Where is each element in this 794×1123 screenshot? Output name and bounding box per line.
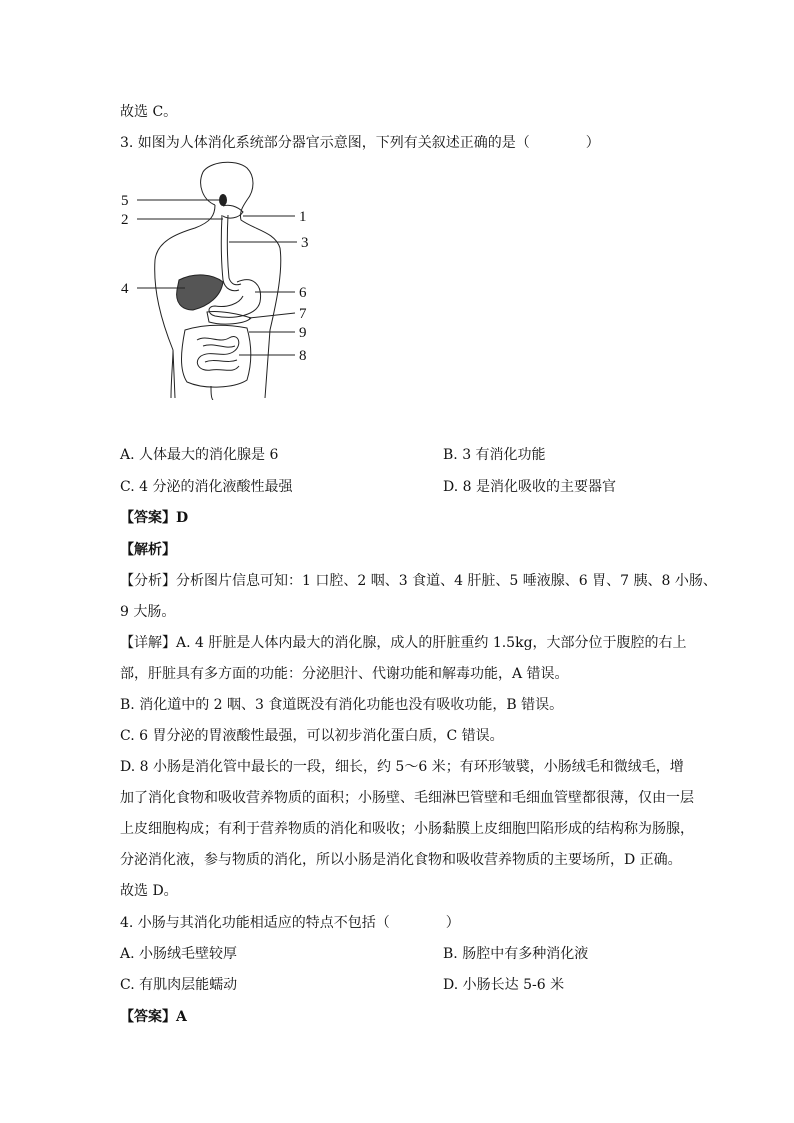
diagram-label-5: 5 [121,193,129,209]
q4-option-b: B. 肠腔中有多种消化液 [443,946,589,962]
q3-detail-b: B. 消化道中的 2 咽、3 食道既没有消化功能也没有吸收功能，B 错误。 [120,697,564,713]
q4-option-a: A. 小肠绒毛壁较厚 [120,946,238,962]
q3-stem: 3. 如图为人体消化系统部分器官示意图，下列有关叙述正确的是（ ） [120,135,600,151]
q3-detail-c: C. 6 胃分泌的胃液酸性最强，可以初步消化蛋白质，C 错误。 [120,728,504,744]
q4-option-c: C. 有肌肉层能蠕动 [120,977,238,993]
q3-detail-d-line-2: 加了消化食物和吸收营养物质的面积；小肠壁、毛细淋巴管壁和毛细血管壁都很薄，仅由一层 [120,790,694,806]
diagram-label-3: 3 [301,235,309,251]
q3-option-b: B. 3 有消化功能 [443,447,546,463]
q3-analysis-line-1: 【分析】分析图片信息可知：1 口腔、2 咽、3 食道、4 肝脏、5 唾液腺、6 胃、7 胰、8 小肠、 [120,573,717,589]
q3-conclusion: 故选 D。 [120,883,178,899]
diagram-label-9: 9 [299,325,307,341]
prev-conclusion: 故选 C。 [120,104,178,120]
diagram-label-7: 7 [299,306,307,322]
diagram-label-6: 6 [299,285,307,301]
q4-stem: 4. 小肠与其消化功能相适应的特点不包括（ ） [120,915,460,931]
diagram-label-8: 8 [299,348,307,364]
diagram-label-4: 4 [121,281,129,297]
diagram-label-1: 1 [299,209,307,225]
q3-option-d: D. 8 是消化吸收的主要器官 [443,479,616,495]
q3-detail-a-line-2: 部，肝脏具有多方面的功能：分泌胆汁、代谢功能和解毒功能，A 错误。 [120,666,569,682]
q4-answer: 【答案】A [120,1009,187,1025]
q3-jiexi-heading: 【解析】 [120,542,176,558]
digestive-system-diagram [115,160,345,400]
q4-option-d: D. 小肠长达 5-6 米 [443,977,565,993]
q3-option-c: C. 4 分泌的消化液酸性最强 [120,479,293,495]
q3-detail-d-line-1: D. 8 小肠是消化管中最长的一段，细长，约 5～6 米；有环形皱襞，小肠绒毛和微绒毛，增 [120,759,684,775]
q3-answer: 【答案】D [120,510,189,526]
q3-detail-d-line-3: 上皮细胞构成；有利于营养物质的消化和吸收；小肠黏膜上皮细胞凹陷形成的结构称为肠腺， [120,821,694,837]
diagram-label-2: 2 [121,212,129,228]
q3-detail-a-line-1: 【详解】A. 4 肝脏是人体内最大的消化腺，成人的肝脏重约 1.5kg，大部分位于腹腔的右上 [120,635,687,651]
q3-detail-d-line-4: 分泌消化液，参与物质的消化，所以小肠是消化食物和吸收营养物质的主要场所，D 正确。 [120,852,682,868]
q3-option-a: A. 人体最大的消化腺是 6 [120,447,279,463]
q3-analysis-line-2: 9 大肠。 [120,604,176,620]
